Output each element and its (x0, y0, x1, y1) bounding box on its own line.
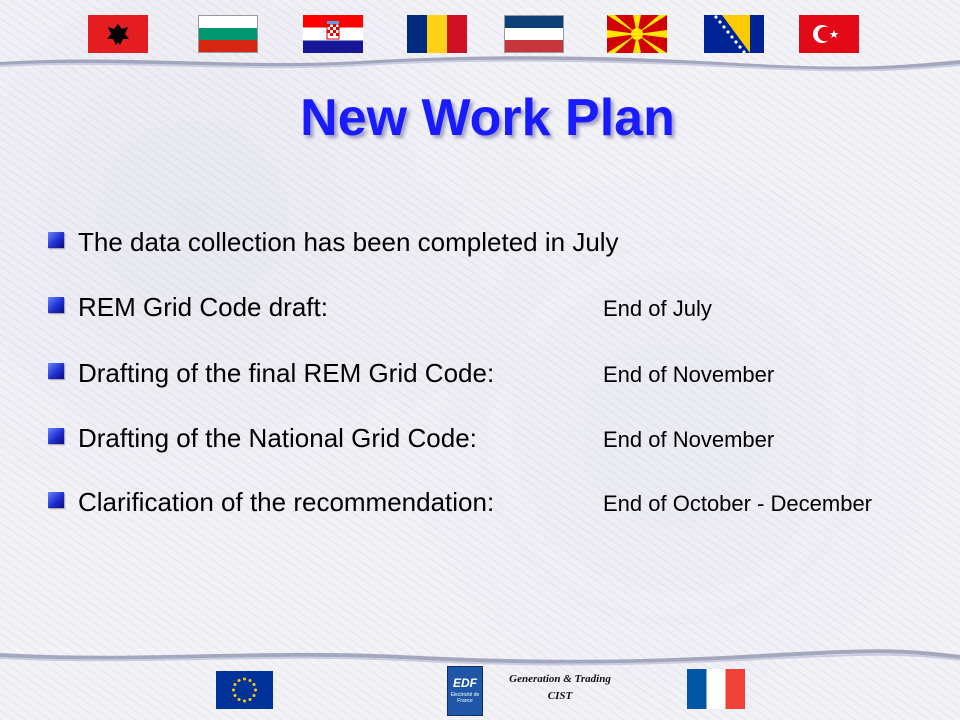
item-text: REM Grid Code draft: (78, 292, 328, 322)
eu-stars-icon (216, 671, 273, 709)
bullet-square-icon (48, 363, 64, 379)
edf-logo-text: EDF (453, 676, 477, 690)
bullet-square-icon (48, 297, 64, 313)
macedonia-flag (607, 15, 667, 53)
item-date: End of October - December (603, 491, 873, 516)
bullet-square-icon (48, 428, 64, 444)
bullet-square-icon (48, 232, 64, 248)
turkey-crescent-icon (799, 15, 859, 53)
item-date: End of November (603, 362, 775, 387)
france-flag (687, 669, 745, 709)
albania-flag (88, 15, 148, 53)
item-date: End of July (603, 296, 712, 321)
edf-logo (447, 666, 483, 716)
serbia-montenegro-flag (504, 15, 564, 53)
footer-line1: Generation & Trading (509, 673, 611, 685)
turkey-flag (799, 15, 859, 53)
slide-title: New Work Plan (300, 89, 675, 147)
edf-logo-subtext: Electricité de France (450, 692, 480, 704)
romania-flag (407, 15, 467, 53)
croatia-shield-icon (303, 15, 363, 53)
bulgaria-flag (198, 15, 258, 53)
item-text: Clarification of the recommendation: (78, 487, 495, 517)
eu-flag (216, 671, 273, 709)
footer-line2: CIST (547, 690, 573, 702)
albania-eagle-icon (88, 15, 148, 53)
item-text: The data collection has been completed in July (78, 227, 619, 257)
bottom-wave-divider (0, 647, 960, 667)
item-text: Drafting of the National Grid Code: (78, 423, 477, 453)
bosnia-flag (704, 15, 764, 53)
croatia-flag (303, 15, 363, 53)
bullet-square-icon (48, 492, 64, 508)
bosnia-triangle-icon (704, 15, 764, 53)
top-wave-divider (0, 54, 960, 74)
item-date: End of November (603, 427, 775, 452)
macedonia-sun-icon (607, 15, 667, 53)
item-text: Drafting of the final REM Grid Code: (78, 358, 495, 388)
